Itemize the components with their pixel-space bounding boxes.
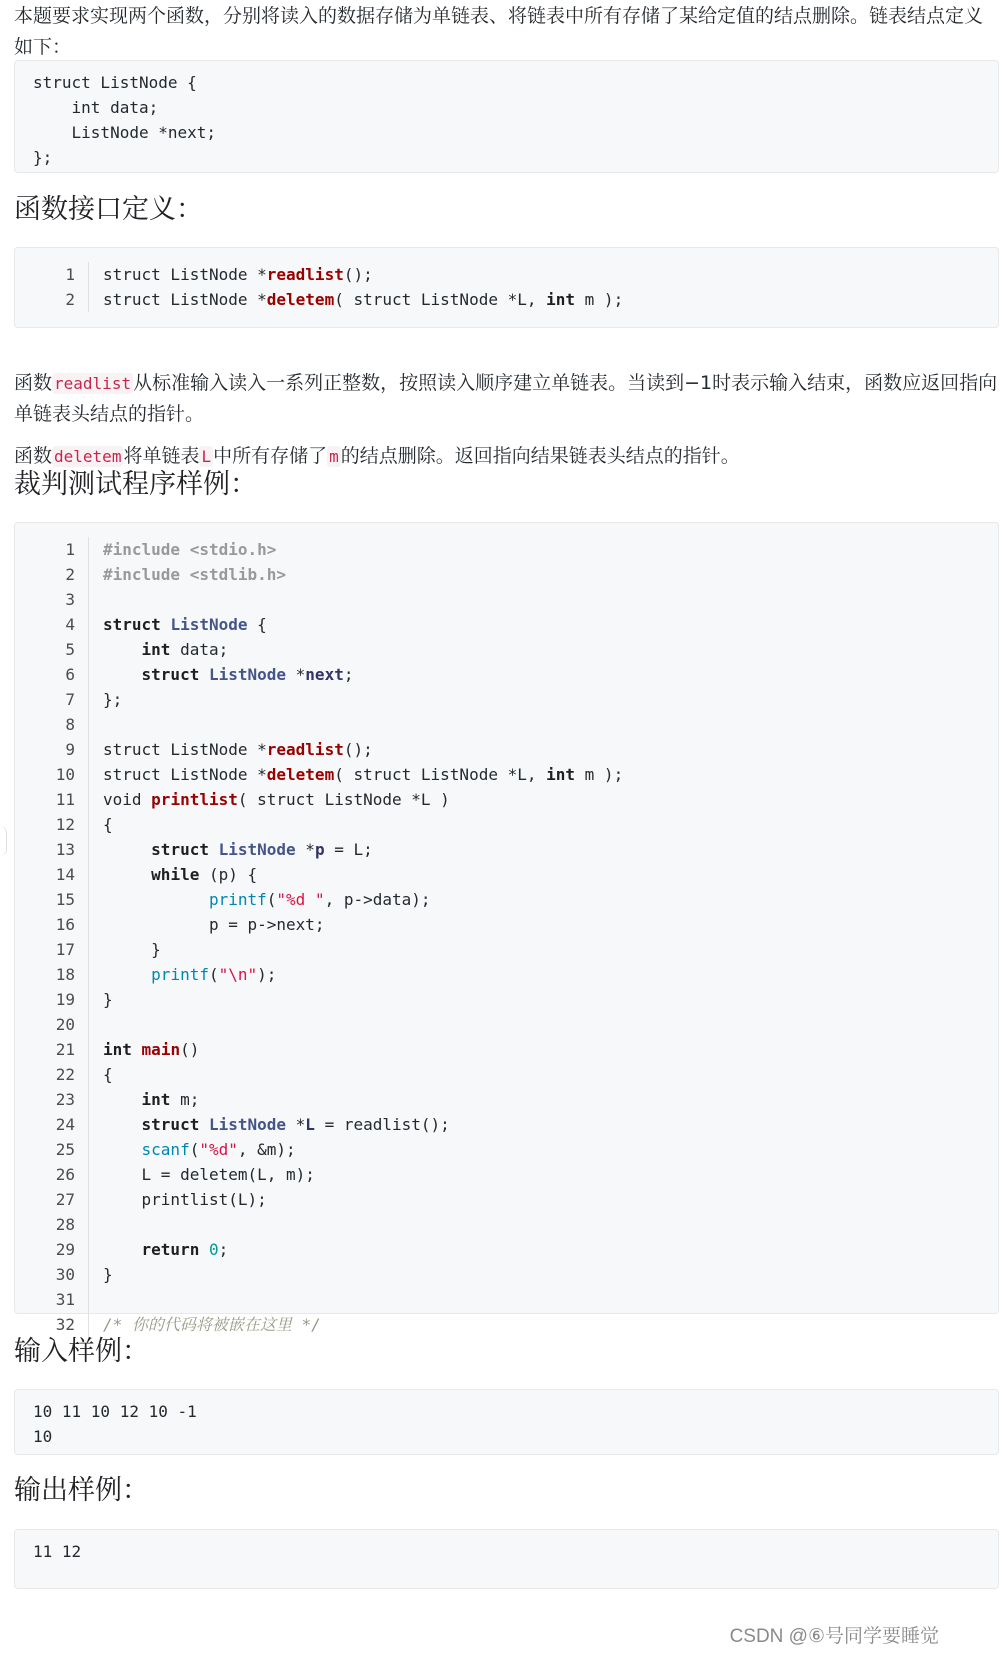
code-line: int data;: [141, 640, 229, 659]
interface-heading: 函数接口定义：: [14, 194, 203, 225]
inline-code-m: m: [329, 447, 339, 466]
code-line: p = p->next;: [103, 915, 325, 934]
line-number: 1: [65, 265, 75, 284]
line-number: 28: [55, 1215, 75, 1234]
line-number: 21: [55, 1040, 75, 1059]
line-number: 20: [55, 1015, 75, 1034]
code-line: 11 12: [33, 1542, 82, 1561]
code-line: struct ListNode {: [103, 615, 267, 634]
line-number: 9: [65, 740, 75, 759]
side-collapse-handle[interactable]: [0, 826, 7, 856]
code-line: printlist(L);: [103, 1190, 267, 1209]
line-number: 7: [65, 690, 75, 709]
code-line: [103, 1212, 998, 1237]
struct-definition-block: [14, 60, 999, 173]
code-line: [103, 712, 998, 737]
judge-program-heading: 裁判测试程序样例：: [14, 469, 257, 500]
line-number: 15: [55, 890, 75, 909]
output-sample-heading: 输出样例：: [14, 1475, 149, 1506]
code-line: [103, 587, 998, 612]
code-line: int main(): [103, 1040, 200, 1059]
readlist-description: [14, 368, 999, 430]
code-line: };: [103, 690, 123, 709]
line-number: 13: [55, 840, 75, 859]
inline-code-L: L: [201, 447, 212, 466]
csdn-watermark: CSDN @⑥号同学要睡觉: [729, 1626, 939, 1647]
line-number: 14: [55, 865, 75, 884]
code-line: printf("%d ", p->data);: [208, 890, 431, 909]
line-number: 26: [55, 1165, 75, 1184]
line-number: 11: [55, 790, 75, 809]
line-number: 25: [55, 1140, 75, 1159]
desc-text: 函数: [14, 372, 53, 394]
code-line: }: [103, 940, 161, 959]
line-number: 19: [55, 990, 75, 1009]
code-line: int data;: [33, 98, 159, 117]
desc-text: 从标准输入读入一系列正整数，按照读入顺序建立单链表。当读到−1时表示输入结束，函数应返回指向单链表头结点的指针。: [14, 372, 998, 425]
line-number: 5: [65, 640, 75, 659]
code-line: int m;: [141, 1090, 200, 1109]
desc-text: 将单链表: [123, 445, 200, 467]
line-number: 2: [65, 565, 75, 584]
code-line: struct ListNode *deletem( struct ListNode *L, int m );: [103, 290, 624, 309]
line-number: 2: [65, 290, 75, 309]
code-comment: /* 你的代码将被嵌在这里 */: [103, 1315, 321, 1334]
code-line: scanf("%d", &m);: [141, 1140, 296, 1159]
code-line: {: [103, 815, 113, 834]
line-number: 8: [65, 715, 75, 734]
line-number: 24: [55, 1115, 75, 1134]
code-lines: [103, 537, 998, 1337]
code-line: [103, 1287, 998, 1312]
code-line: struct ListNode *readlist();: [103, 265, 373, 284]
line-number-gutter: [15, 537, 89, 1337]
line-number-gutter: [15, 262, 89, 312]
code-line: struct ListNode {: [33, 73, 197, 92]
desc-text: 中所有存储了: [213, 445, 328, 467]
code-line: struct ListNode *p = L;: [151, 840, 373, 859]
code-line: printf("\n");: [151, 965, 277, 984]
input-sample-heading: 输入样例：: [14, 1336, 149, 1367]
code-line: };: [33, 148, 53, 167]
line-number: 30: [55, 1265, 75, 1284]
code-line: 10: [33, 1427, 53, 1446]
code-line: return 0;: [141, 1240, 229, 1259]
line-number: 18: [55, 965, 75, 984]
code-line: L = deletem(L, m);: [103, 1165, 315, 1184]
line-number: 6: [65, 665, 75, 684]
code-line: }: [103, 1265, 113, 1284]
line-number: 4: [65, 615, 75, 634]
line-number: 23: [55, 1090, 75, 1109]
code-line: struct ListNode *deletem( struct ListNode *L, int m );: [103, 765, 624, 784]
inline-code-readlist: readlist: [54, 374, 132, 393]
code-line: struct ListNode *readlist();: [103, 740, 373, 759]
desc-text: 函数: [14, 445, 53, 467]
inline-code-deletem: deletem: [54, 447, 122, 466]
code-line: #include <stdio.h>: [103, 540, 277, 559]
code-line: 10 11 10 12 10 -1: [33, 1402, 197, 1421]
code-line: while (p) {: [151, 865, 258, 884]
code-line: }: [103, 990, 113, 1009]
code-line: void printlist( struct ListNode *L ): [103, 790, 450, 809]
line-number: 10: [55, 765, 75, 784]
line-number: 12: [55, 815, 75, 834]
desc-text: 的结点删除。返回指向结果链表头结点的指针。: [340, 445, 740, 467]
interface-code-block: [14, 247, 999, 328]
code-line: [103, 1012, 998, 1037]
code-line: {: [103, 1065, 113, 1084]
line-number: 32: [55, 1315, 75, 1334]
code-line: ListNode *next;: [33, 123, 217, 142]
line-number: 31: [55, 1290, 75, 1309]
input-sample-block: [14, 1389, 999, 1455]
line-number: 1: [65, 540, 75, 559]
code-line: struct ListNode *next;: [141, 665, 354, 684]
code-line: [103, 1312, 998, 1337]
line-number: 27: [55, 1190, 75, 1209]
judge-code-block: [14, 522, 999, 1334]
output-sample-block: [14, 1529, 999, 1589]
line-number: 29: [55, 1240, 75, 1259]
code-line: #include <stdlib.h>: [103, 565, 287, 584]
code-line: struct ListNode *L = readlist();: [141, 1115, 450, 1134]
line-number: 17: [55, 940, 75, 959]
intro-paragraph: 本题要求实现两个函数，分别将读入的数据存储为单链表、将链表中所有存储了某给定值的结点删除。链表结点定义如下：: [14, 5, 984, 58]
line-number: 16: [55, 915, 75, 934]
line-number: 22: [55, 1065, 75, 1084]
code-lines: [103, 262, 998, 312]
line-number: 3: [65, 590, 75, 609]
